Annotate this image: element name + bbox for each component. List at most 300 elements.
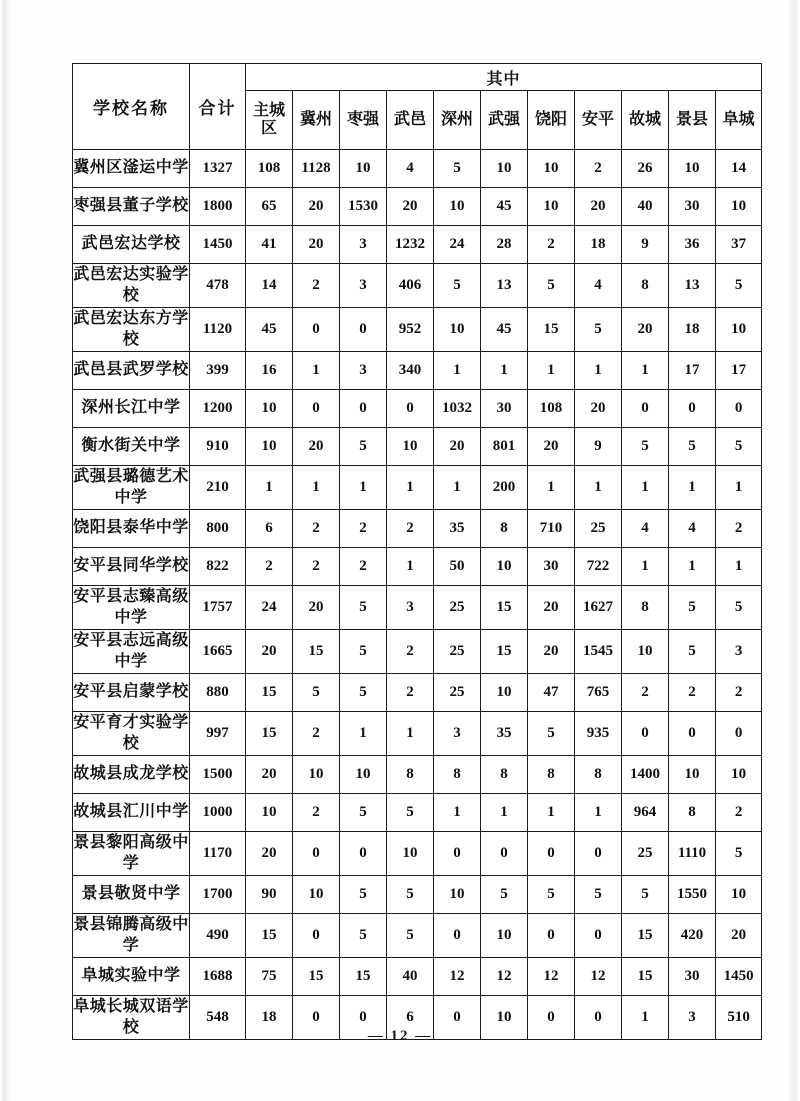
table-row — [73, 352, 762, 390]
cell-school-name: 故城县成龙学校 — [73, 756, 190, 794]
cell-total: 399 — [190, 352, 246, 390]
cell-district-value: 0 — [669, 712, 716, 756]
cell-district-value: 0 — [293, 308, 340, 352]
cell-district-value: 13 — [669, 264, 716, 308]
cell-district-value: 15 — [246, 914, 293, 958]
cell-district-value: 1 — [340, 466, 387, 510]
cell-district-value: 2 — [622, 674, 669, 712]
cell-district-value: 12 — [481, 958, 528, 996]
cell-district-value: 5 — [716, 832, 762, 876]
cell-district-value: 50 — [434, 548, 481, 586]
cell-district-value: 2 — [716, 510, 762, 548]
cell-district-value: 45 — [481, 188, 528, 226]
header-district-label: 枣强 — [346, 111, 379, 129]
cell-total: 490 — [190, 914, 246, 958]
cell-district-value: 15 — [246, 674, 293, 712]
cell-district-value: 0 — [575, 914, 622, 958]
table-row — [73, 548, 762, 586]
cell-total: 880 — [190, 674, 246, 712]
cell-district-value: 3 — [669, 996, 716, 1040]
cell-school-name: 安平县志远高级中学 — [73, 630, 190, 674]
cell-district-value: 1 — [434, 352, 481, 390]
header-district-label: 冀州 — [299, 111, 332, 129]
cell-district-value: 1 — [481, 794, 528, 832]
cell-district-value: 1 — [434, 466, 481, 510]
cell-district-value: 5 — [622, 428, 669, 466]
cell-district-value: 952 — [387, 308, 434, 352]
cell-district-value: 2 — [246, 548, 293, 586]
cell-district-value: 5 — [293, 674, 340, 712]
cell-district-value: 0 — [434, 914, 481, 958]
cell-district-value: 10 — [387, 832, 434, 876]
cell-district-value: 5 — [528, 712, 575, 756]
cell-district-value: 5 — [387, 876, 434, 914]
cell-district-value: 5 — [716, 264, 762, 308]
cell-district-value: 6 — [246, 510, 293, 548]
cell-school-name: 武邑宏达学校 — [73, 226, 190, 264]
header-district-label: 主城区 — [252, 102, 285, 137]
cell-total: 822 — [190, 548, 246, 586]
table-row — [73, 832, 762, 876]
cell-district-value: 765 — [575, 674, 622, 712]
cell-district-value: 30 — [669, 188, 716, 226]
cell-district-value: 0 — [481, 832, 528, 876]
cell-district-value: 24 — [434, 226, 481, 264]
cell-district-value: 14 — [716, 150, 762, 188]
table-row — [73, 674, 762, 712]
cell-district-value: 1128 — [293, 150, 340, 188]
cell-district-value: 10 — [387, 428, 434, 466]
cell-total: 1120 — [190, 308, 246, 352]
cell-district-value: 1 — [293, 352, 340, 390]
cell-district-value: 35 — [434, 510, 481, 548]
cell-district-value: 5 — [669, 630, 716, 674]
cell-district-value: 12 — [528, 958, 575, 996]
cell-district-value: 37 — [716, 226, 762, 264]
cell-district-value: 2 — [575, 150, 622, 188]
cell-district-value: 25 — [434, 674, 481, 712]
header-district-label: 饶阳 — [534, 111, 567, 129]
cell-district-value: 1232 — [387, 226, 434, 264]
cell-school-name: 武邑宏达实验学校 — [73, 264, 190, 308]
cell-district-value: 1 — [528, 352, 575, 390]
header-school-name: 学校名称 — [73, 64, 190, 150]
cell-district-value: 45 — [246, 308, 293, 352]
cell-district-value: 20 — [575, 390, 622, 428]
cell-district-value: 5 — [575, 308, 622, 352]
cell-district-value: 10 — [669, 150, 716, 188]
cell-district-value: 20 — [716, 914, 762, 958]
header-district-1 — [293, 91, 340, 150]
cell-district-value: 36 — [669, 226, 716, 264]
cell-district-value: 25 — [434, 586, 481, 630]
header-district-5 — [481, 91, 528, 150]
cell-school-name: 武强县璐德艺术中学 — [73, 466, 190, 510]
cell-district-value: 10 — [293, 876, 340, 914]
table-row — [73, 914, 762, 958]
table-row — [73, 308, 762, 352]
page-edge-shadow-right — [786, 0, 800, 1101]
header-district-label: 安平 — [581, 111, 614, 129]
cell-district-value: 8 — [575, 756, 622, 794]
cell-total: 1757 — [190, 586, 246, 630]
cell-district-value: 20 — [575, 188, 622, 226]
cell-district-value: 20 — [246, 630, 293, 674]
cell-district-value: 20 — [293, 428, 340, 466]
cell-district-value: 30 — [669, 958, 716, 996]
cell-district-value: 0 — [434, 832, 481, 876]
cell-total: 548 — [190, 996, 246, 1040]
cell-district-value: 2 — [293, 264, 340, 308]
cell-district-value: 9 — [622, 226, 669, 264]
cell-district-value: 28 — [481, 226, 528, 264]
cell-district-value: 0 — [340, 390, 387, 428]
cell-district-value: 0 — [622, 390, 669, 428]
cell-district-value: 1 — [246, 466, 293, 510]
cell-district-value: 15 — [528, 308, 575, 352]
cell-total: 1327 — [190, 150, 246, 188]
cell-district-value: 10 — [246, 390, 293, 428]
cell-district-value: 15 — [622, 914, 669, 958]
cell-district-value: 18 — [246, 996, 293, 1040]
cell-district-value: 0 — [340, 832, 387, 876]
cell-school-name: 枣强县董子学校 — [73, 188, 190, 226]
cell-school-name: 衡水街关中学 — [73, 428, 190, 466]
cell-district-value: 964 — [622, 794, 669, 832]
cell-district-value: 5 — [434, 150, 481, 188]
cell-district-value: 0 — [340, 308, 387, 352]
cell-district-value: 20 — [387, 188, 434, 226]
cell-district-value: 20 — [622, 308, 669, 352]
header-district-label: 深州 — [440, 111, 473, 129]
cell-district-value: 10 — [481, 674, 528, 712]
cell-district-value: 5 — [434, 264, 481, 308]
cell-district-value: 40 — [622, 188, 669, 226]
cell-district-value: 5 — [340, 674, 387, 712]
cell-district-value: 0 — [528, 832, 575, 876]
cell-district-value: 1 — [622, 466, 669, 510]
cell-district-value: 1110 — [669, 832, 716, 876]
cell-district-value: 935 — [575, 712, 622, 756]
header-district-7 — [575, 91, 622, 150]
cell-district-value: 15 — [246, 712, 293, 756]
cell-district-value: 1 — [622, 352, 669, 390]
cell-district-value: 10 — [716, 308, 762, 352]
table-row — [73, 390, 762, 428]
header-district-label: 景县 — [675, 111, 708, 129]
cell-district-value: 1 — [575, 794, 622, 832]
cell-district-value: 8 — [481, 756, 528, 794]
cell-district-value: 18 — [669, 308, 716, 352]
cell-district-value: 1 — [575, 466, 622, 510]
header-district-label: 故城 — [628, 111, 661, 129]
table-row — [73, 428, 762, 466]
cell-district-value: 5 — [716, 586, 762, 630]
cell-district-value: 8 — [528, 756, 575, 794]
cell-district-value: 10 — [528, 188, 575, 226]
header-district-8 — [622, 91, 669, 150]
cell-district-value: 15 — [481, 586, 528, 630]
cell-school-name: 景县敬贤中学 — [73, 876, 190, 914]
cell-district-value: 0 — [716, 390, 762, 428]
cell-school-name: 冀州区滏运中学 — [73, 150, 190, 188]
cell-district-value: 1550 — [669, 876, 716, 914]
cell-total: 800 — [190, 510, 246, 548]
cell-total: 478 — [190, 264, 246, 308]
cell-district-value: 20 — [293, 188, 340, 226]
cell-district-value: 0 — [340, 996, 387, 1040]
cell-district-value: 1 — [528, 794, 575, 832]
cell-district-value: 35 — [481, 712, 528, 756]
cell-district-value: 2 — [293, 712, 340, 756]
cell-district-value: 5 — [340, 630, 387, 674]
cell-district-value: 10 — [716, 188, 762, 226]
cell-district-value: 5 — [340, 876, 387, 914]
cell-district-value: 12 — [575, 958, 622, 996]
cell-district-value: 2 — [293, 548, 340, 586]
cell-district-value: 1 — [340, 712, 387, 756]
header-district-6 — [528, 91, 575, 150]
cell-district-value: 75 — [246, 958, 293, 996]
cell-district-value: 3 — [340, 352, 387, 390]
cell-district-value: 1 — [622, 996, 669, 1040]
cell-district-value: 1032 — [434, 390, 481, 428]
cell-school-name: 安平县志臻高级中学 — [73, 586, 190, 630]
cell-district-value: 1 — [481, 352, 528, 390]
cell-total: 1450 — [190, 226, 246, 264]
cell-district-value: 10 — [481, 548, 528, 586]
cell-district-value: 15 — [293, 958, 340, 996]
cell-district-value: 2 — [293, 794, 340, 832]
table-row — [73, 876, 762, 914]
cell-district-value: 1450 — [716, 958, 762, 996]
cell-district-value: 10 — [246, 428, 293, 466]
cell-district-value: 5 — [340, 428, 387, 466]
header-district-4 — [434, 91, 481, 150]
cell-district-value: 10 — [622, 630, 669, 674]
cell-total: 1500 — [190, 756, 246, 794]
cell-district-value: 20 — [434, 428, 481, 466]
cell-district-value: 65 — [246, 188, 293, 226]
header-group-of-which: 其中 — [246, 64, 762, 91]
header-district-label: 阜城 — [722, 111, 755, 129]
cell-district-value: 1 — [387, 712, 434, 756]
cell-district-value: 0 — [293, 914, 340, 958]
table-row — [73, 226, 762, 264]
cell-district-value: 2 — [293, 510, 340, 548]
cell-district-value: 5 — [528, 876, 575, 914]
cell-district-value: 8 — [622, 264, 669, 308]
cell-district-value: 8 — [434, 756, 481, 794]
header-district-3 — [387, 91, 434, 150]
cell-district-value: 6 — [387, 996, 434, 1040]
header-row-group — [73, 64, 762, 91]
cell-district-value: 5 — [669, 428, 716, 466]
enrollment-table — [72, 63, 762, 1040]
cell-district-value: 5 — [481, 876, 528, 914]
cell-total: 910 — [190, 428, 246, 466]
cell-district-value: 8 — [622, 586, 669, 630]
cell-district-value: 30 — [481, 390, 528, 428]
header-district-label: 武强 — [487, 111, 520, 129]
cell-district-value: 17 — [669, 352, 716, 390]
cell-district-value: 2 — [716, 794, 762, 832]
cell-district-value: 10 — [716, 876, 762, 914]
cell-district-value: 14 — [246, 264, 293, 308]
cell-district-value: 30 — [528, 548, 575, 586]
cell-district-value: 2 — [387, 630, 434, 674]
table-row — [73, 586, 762, 630]
cell-total: 210 — [190, 466, 246, 510]
cell-district-value: 2 — [716, 674, 762, 712]
cell-district-value: 45 — [481, 308, 528, 352]
cell-district-value: 15 — [481, 630, 528, 674]
cell-district-value: 0 — [293, 390, 340, 428]
cell-district-value: 10 — [481, 914, 528, 958]
cell-total: 1170 — [190, 832, 246, 876]
cell-district-value: 108 — [528, 390, 575, 428]
cell-district-value: 340 — [387, 352, 434, 390]
cell-district-value: 12 — [434, 958, 481, 996]
cell-district-value: 13 — [481, 264, 528, 308]
cell-district-value: 0 — [716, 712, 762, 756]
cell-district-value: 3 — [340, 226, 387, 264]
cell-district-value: 1 — [387, 548, 434, 586]
cell-district-value: 25 — [434, 630, 481, 674]
cell-school-name: 武邑县武罗学校 — [73, 352, 190, 390]
enrollment-table-container — [72, 63, 761, 1040]
cell-school-name: 安平县同华学校 — [73, 548, 190, 586]
header-district-label: 武邑 — [393, 111, 426, 129]
header-district-10 — [716, 91, 762, 150]
cell-district-value: 0 — [387, 390, 434, 428]
header-district-2 — [340, 91, 387, 150]
cell-district-value: 10 — [434, 308, 481, 352]
cell-district-value: 1530 — [340, 188, 387, 226]
cell-district-value: 8 — [669, 794, 716, 832]
cell-district-value: 2 — [387, 674, 434, 712]
cell-district-value: 10 — [528, 150, 575, 188]
cell-district-value: 16 — [246, 352, 293, 390]
cell-district-value: 1 — [716, 548, 762, 586]
cell-district-value: 5 — [528, 264, 575, 308]
table-row — [73, 510, 762, 548]
cell-district-value: 0 — [528, 996, 575, 1040]
cell-district-value: 1 — [434, 794, 481, 832]
cell-district-value: 5 — [387, 914, 434, 958]
cell-school-name: 故城县汇川中学 — [73, 794, 190, 832]
cell-district-value: 10 — [669, 756, 716, 794]
cell-district-value: 18 — [575, 226, 622, 264]
cell-district-value: 406 — [387, 264, 434, 308]
cell-district-value: 15 — [293, 630, 340, 674]
cell-district-value: 4 — [387, 150, 434, 188]
cell-district-value: 20 — [246, 832, 293, 876]
cell-district-value: 2 — [340, 548, 387, 586]
cell-district-value: 3 — [434, 712, 481, 756]
cell-district-value: 5 — [387, 794, 434, 832]
cell-district-value: 20 — [528, 630, 575, 674]
table-row — [73, 150, 762, 188]
cell-district-value: 5 — [669, 586, 716, 630]
table-header — [73, 64, 762, 150]
cell-district-value: 3 — [387, 586, 434, 630]
cell-district-value: 5 — [716, 428, 762, 466]
cell-district-value: 710 — [528, 510, 575, 548]
cell-district-value: 0 — [528, 914, 575, 958]
table-body — [73, 150, 762, 1040]
cell-school-name: 安平育才实验学校 — [73, 712, 190, 756]
cell-district-value: 1 — [293, 466, 340, 510]
cell-district-value: 0 — [575, 832, 622, 876]
cell-district-value: 15 — [622, 958, 669, 996]
cell-district-value: 10 — [246, 794, 293, 832]
cell-district-value: 9 — [575, 428, 622, 466]
table-row — [73, 756, 762, 794]
cell-district-value: 4 — [669, 510, 716, 548]
cell-school-name: 阜城实验中学 — [73, 958, 190, 996]
cell-district-value: 10 — [340, 756, 387, 794]
header-total: 合计 — [190, 64, 246, 150]
cell-district-value: 108 — [246, 150, 293, 188]
cell-total: 1665 — [190, 630, 246, 674]
cell-district-value: 1627 — [575, 586, 622, 630]
cell-district-value: 0 — [293, 996, 340, 1040]
cell-district-value: 17 — [716, 352, 762, 390]
cell-district-value: 801 — [481, 428, 528, 466]
cell-district-value: 40 — [387, 958, 434, 996]
cell-district-value: 20 — [293, 226, 340, 264]
cell-district-value: 5 — [622, 876, 669, 914]
cell-district-value: 1 — [575, 352, 622, 390]
cell-district-value: 1545 — [575, 630, 622, 674]
cell-district-value: 10 — [716, 756, 762, 794]
cell-school-name: 景县锦腾高级中学 — [73, 914, 190, 958]
cell-district-value: 2 — [340, 510, 387, 548]
cell-district-value: 24 — [246, 586, 293, 630]
cell-district-value: 1 — [716, 466, 762, 510]
cell-district-value: 1 — [622, 548, 669, 586]
cell-district-value: 20 — [528, 586, 575, 630]
cell-school-name: 阜城长城双语学校 — [73, 996, 190, 1040]
cell-district-value: 1 — [669, 466, 716, 510]
table-row — [73, 958, 762, 996]
cell-district-value: 25 — [622, 832, 669, 876]
cell-district-value: 20 — [246, 756, 293, 794]
cell-district-value: 5 — [340, 794, 387, 832]
cell-district-value: 2 — [528, 226, 575, 264]
cell-district-value: 15 — [340, 958, 387, 996]
header-district-0 — [246, 91, 293, 150]
cell-district-value: 3 — [716, 630, 762, 674]
cell-school-name: 景县黎阳高级中学 — [73, 832, 190, 876]
cell-district-value: 420 — [669, 914, 716, 958]
cell-district-value: 0 — [293, 832, 340, 876]
cell-district-value: 10 — [293, 756, 340, 794]
cell-district-value: 5 — [575, 876, 622, 914]
header-district-9 — [669, 91, 716, 150]
cell-district-value: 722 — [575, 548, 622, 586]
table-row — [73, 466, 762, 510]
cell-district-value: 1400 — [622, 756, 669, 794]
table-row — [73, 264, 762, 308]
table-row — [73, 712, 762, 756]
cell-school-name: 武邑宏达东方学校 — [73, 308, 190, 352]
cell-district-value: 200 — [481, 466, 528, 510]
cell-district-value: 4 — [575, 264, 622, 308]
cell-district-value: 20 — [528, 428, 575, 466]
table-row — [73, 188, 762, 226]
